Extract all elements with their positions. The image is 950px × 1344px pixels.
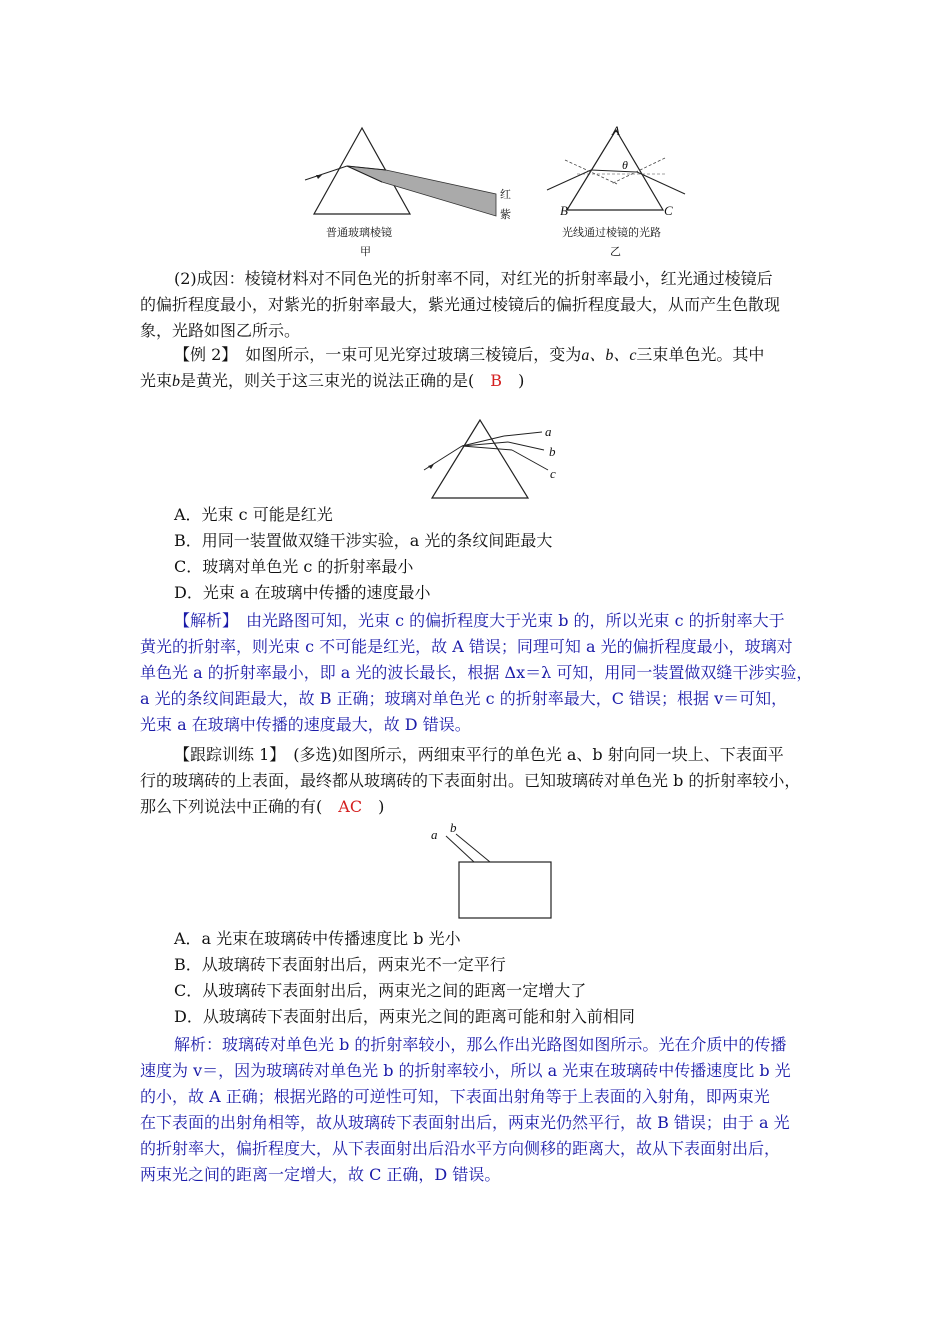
training-1-analysis-line-3: 的小，故 A 正确；根据光路的可逆性可知，下表面出射角等于上表面的入射角，即两束光: [140, 1087, 770, 1106]
training-1-option-a: A．a 光束在玻璃砖中传播速度比 b 光小: [174, 929, 461, 948]
example-2-option-b: B．用同一装置做双缝干涉实验，a 光的条纹间距最大: [174, 531, 553, 550]
para-cause-line-1: (2)成因：棱镜材料对不同色光的折射率不同，对红光的折射率最小，红光通过棱镜后: [174, 269, 773, 288]
training-1-option-d: D．从玻璃砖下表面射出后，两束光之间的距离可能和射入前相同: [174, 1007, 635, 1026]
training-1-analysis-line-5: 的折射率大，偏折程度大，从下表面射出后沿水平方向侧移的距离大，故从下表面射出后，: [140, 1139, 781, 1158]
example-2-analysis-line-2: 黄光的折射率，则光束 c 不可能是红光，故 A 错误；同理可知 a 光的偏折程度最小，玻璃对: [140, 637, 793, 656]
example-2-question-line-2: [140, 368, 524, 395]
training-1-analysis-line-4: 在下表面的出射角相等，故从玻璃砖下表面射出后，两束光仍然平行，故 B 错误；由于 a 光: [140, 1113, 790, 1132]
training-1-option-b: B．从玻璃砖下表面射出后，两束光不一定平行: [174, 955, 506, 974]
training-1-line-2: 行的玻璃砖的上表面，最终都从玻璃砖的下表面射出。已知玻璃砖对单色光 b 的折射率较小，: [140, 771, 801, 790]
training-1-line-3: [140, 794, 384, 820]
prism-dispersion-diagram: [300, 118, 530, 228]
ray-c-label: c: [550, 466, 556, 481]
left-figure-caption: 普通玻璃棱镜: [326, 226, 392, 239]
base-label-b: B: [560, 203, 568, 218]
ray-a-label: a: [545, 424, 552, 439]
right-figure-caption: 光线通过棱镜的光路: [562, 226, 661, 239]
angle-label: θ: [622, 158, 628, 172]
slab-ray-a-label: a: [431, 827, 438, 842]
apex-label-a: A: [612, 123, 620, 138]
left-figure-sub: 甲: [360, 245, 371, 258]
example-2-tag: 【例 2】: [174, 345, 230, 364]
example-2-analysis-line-1: 【解析】 由光路图可知，光束 c 的偏折程度大于光束 b 的，所以光束 c 的折射率大于: [174, 611, 785, 630]
training-1-analysis-line-2: 速度为 v＝，因为玻璃砖对单色光 b 的折射率较小，所以 a 光束在玻璃砖中传播速度比 b 光: [140, 1061, 791, 1080]
slab-ray-b-label: b: [450, 820, 457, 835]
example-2-q2b: 是黄光，则关于这三束光的说法正确的是(: [180, 371, 475, 390]
example-2-q2a: 光束: [140, 371, 173, 390]
example-2-q1b: 三束单色光。其中: [636, 345, 765, 364]
example-2-question-line-1: [174, 342, 764, 369]
example-2-close: ): [518, 371, 525, 390]
glass-slab-diagram: [440, 822, 560, 922]
example-2-answer: B: [490, 371, 503, 390]
para-cause-line-2: 的偏折程度最小，对紫光的折射率最大，紫光通过棱镜后的偏折程度最大，从而产生色散现: [140, 295, 781, 314]
training-1-analysis-line-6: 两束光之间的距离一定增大，故 C 正确，D 错误。: [140, 1165, 501, 1184]
example-2-analysis-line-5: 光束 a 在玻璃中传播的速度最大，故 D 错误。: [140, 715, 471, 734]
training-1-option-c: C．从玻璃砖下表面射出后，两束光之间的距离一定增大了: [174, 981, 587, 1000]
right-figure-sub: 乙: [610, 245, 621, 258]
training-1-q3: 那么下列说法中正确的有(: [140, 797, 323, 816]
example-2-analysis-line-3: 单色光 a 的折射率最小，即 a 光的波长最长，根据 Δx＝λ 可知，用同一装置做双缝干涉实验，: [140, 663, 813, 682]
example-2-analysis-line-4: a 光的条纹间距最大，故 B 正确；玻璃对单色光 c 的折射率最大，C 错误；根据 v＝可知，: [140, 689, 788, 708]
example-2-option-c: C．玻璃对单色光 c 的折射率最小: [174, 557, 414, 576]
ray-b-label: b: [549, 444, 556, 459]
training-1-analysis-line-1: 解析：玻璃砖对单色光 b 的折射率较小，那么作出光路图如图所示。光在介质中的传播: [174, 1035, 787, 1054]
example-2-option-d: D．光束 a 在玻璃中传播的速度最小: [174, 583, 431, 602]
training-1-answer: AC: [338, 797, 363, 816]
para-cause-line-3: 象，光路如图乙所示。: [140, 321, 301, 340]
example-2-abc: a、b、c: [581, 347, 637, 364]
example-2-option-a: A．光束 c 可能是红光: [174, 505, 333, 524]
training-1-line-1: 【跟踪训练 1】 (多选)如图所示，两细束平行的单色光 a、b 射向同一块上、下表面平: [174, 745, 784, 764]
violet-label: 紫: [500, 208, 511, 221]
example-2-q1: 如图所示，一束可见光穿过玻璃三棱镜后，变为: [245, 345, 582, 364]
training-1-close: ): [378, 797, 385, 816]
red-label: 红: [500, 188, 511, 201]
example-2-b: b: [172, 373, 181, 390]
base-label-c: C: [664, 203, 673, 218]
